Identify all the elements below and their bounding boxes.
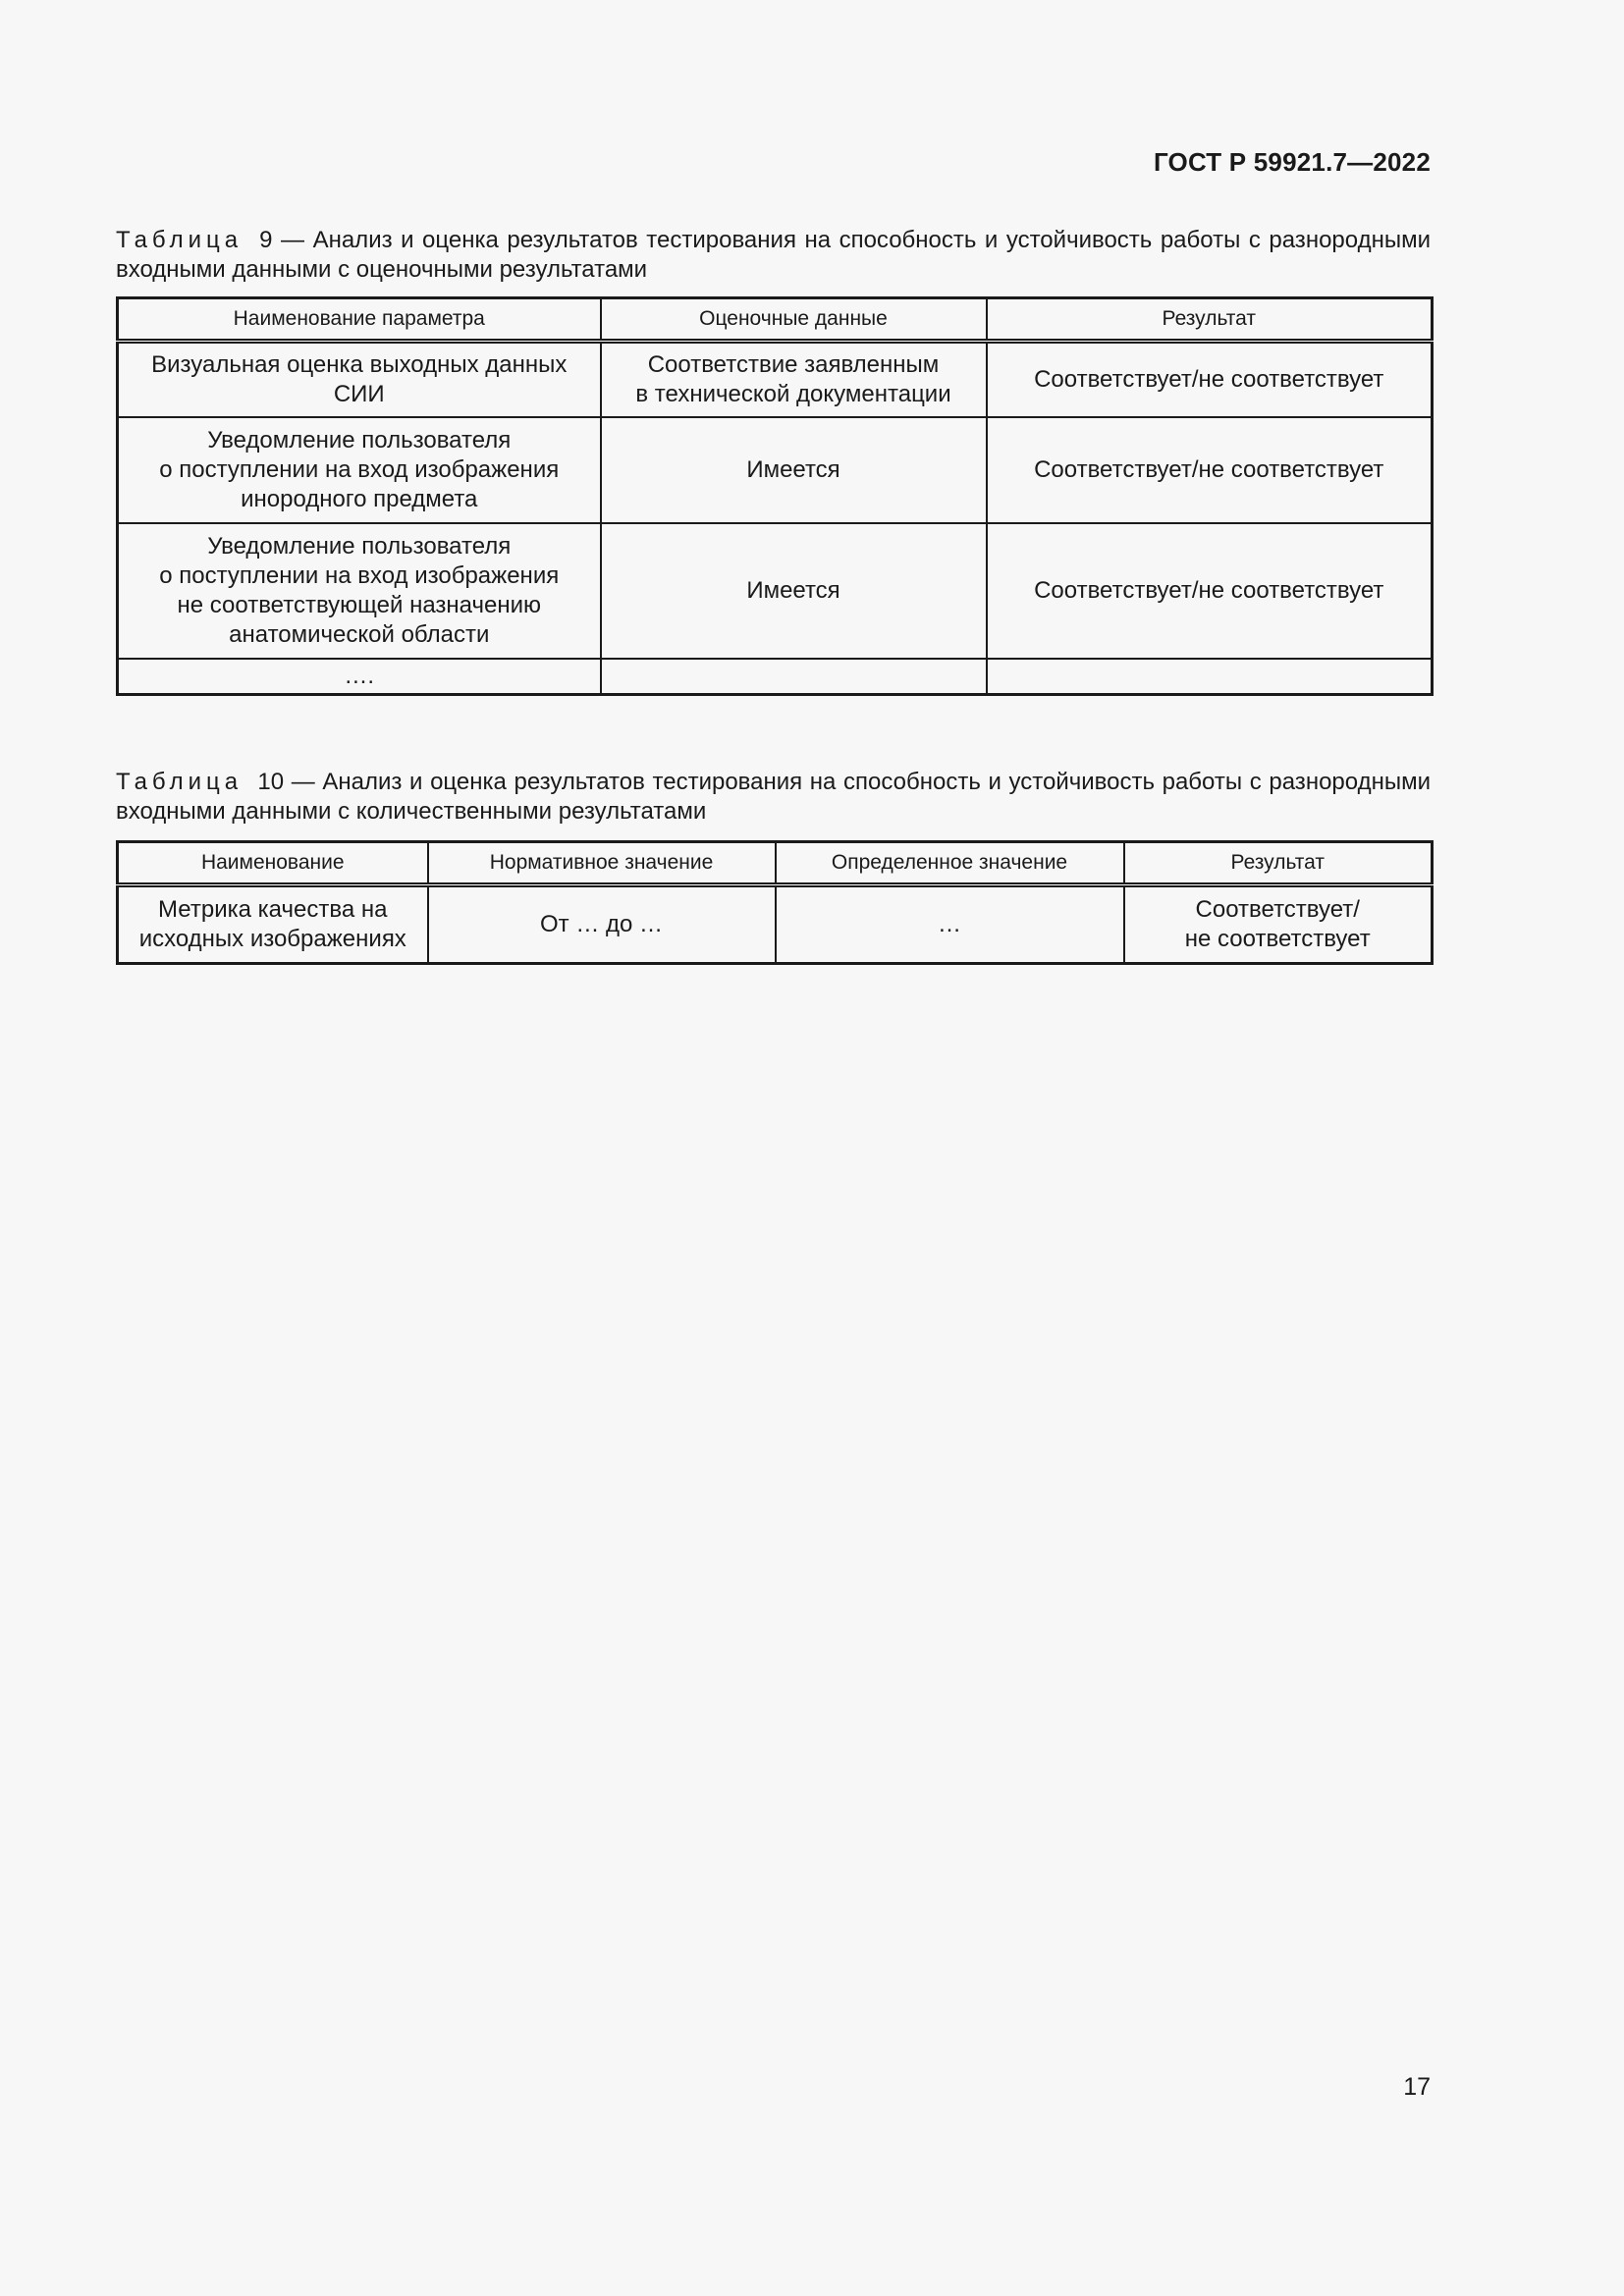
table-cell: … [776,885,1124,964]
table-row [118,659,1433,695]
table-cell: От … до … [428,885,776,964]
table-10-caption-text: 10 — Анализ и оценка результатов тестирования на способность и устойчивость работы с разнородными входными данными с количественными результатами [116,769,1431,825]
table-cell: Уведомление пользователя о поступлении на вход изображения не соответствующей назначению анатомической области [118,523,601,659]
table-9-caption [116,226,1431,285]
table-cell: …. [118,659,601,695]
page-number: 17 [1403,2073,1431,2101]
table-10 [116,840,1434,965]
table-cell: Соответствует/ не соответствует [1124,885,1433,964]
table-row [118,523,1433,659]
column-header: Наименование [118,842,428,885]
table-row [118,417,1433,523]
table-cell: Соответствует/не соответствует [987,342,1433,418]
table-cell: Соответствует/не соответствует [987,523,1433,659]
column-header: Результат [1124,842,1433,885]
table-cell: Имеется [601,417,987,523]
table-row [118,885,1433,964]
table-cell: Имеется [601,523,987,659]
document-standard-header: ГОСТ Р 59921.7—2022 [1153,147,1431,177]
table-cell [987,659,1433,695]
column-header: Результат [987,298,1433,342]
table-cell: Соответствует/не соответствует [987,417,1433,523]
table-9-caption-label: Таблица [116,227,244,253]
table-cell: Соответствие заявленным в технической документации [601,342,987,418]
column-header: Оценочные данные [601,298,987,342]
table-row [118,342,1433,418]
column-header: Определенное значение [776,842,1124,885]
table-cell: Метрика качества на исходных изображениях [118,885,428,964]
table-cell: Уведомление пользователя о поступлении на вход изображения инородного предмета [118,417,601,523]
table-cell [601,659,987,695]
column-header: Наименование параметра [118,298,601,342]
table-10-caption-label: Таблица [116,769,244,795]
table-9-caption-text: 9 — Анализ и оценка результатов тестирования на способность и устойчивость работы с разнородными входными данными с оценочными результатами [116,227,1431,283]
table-header-row [118,842,1433,885]
column-header: Нормативное значение [428,842,776,885]
table-10-caption [116,768,1431,827]
table-header-row [118,298,1433,342]
table-9 [116,296,1434,696]
table-cell: Визуальная оценка выходных данных СИИ [118,342,601,418]
